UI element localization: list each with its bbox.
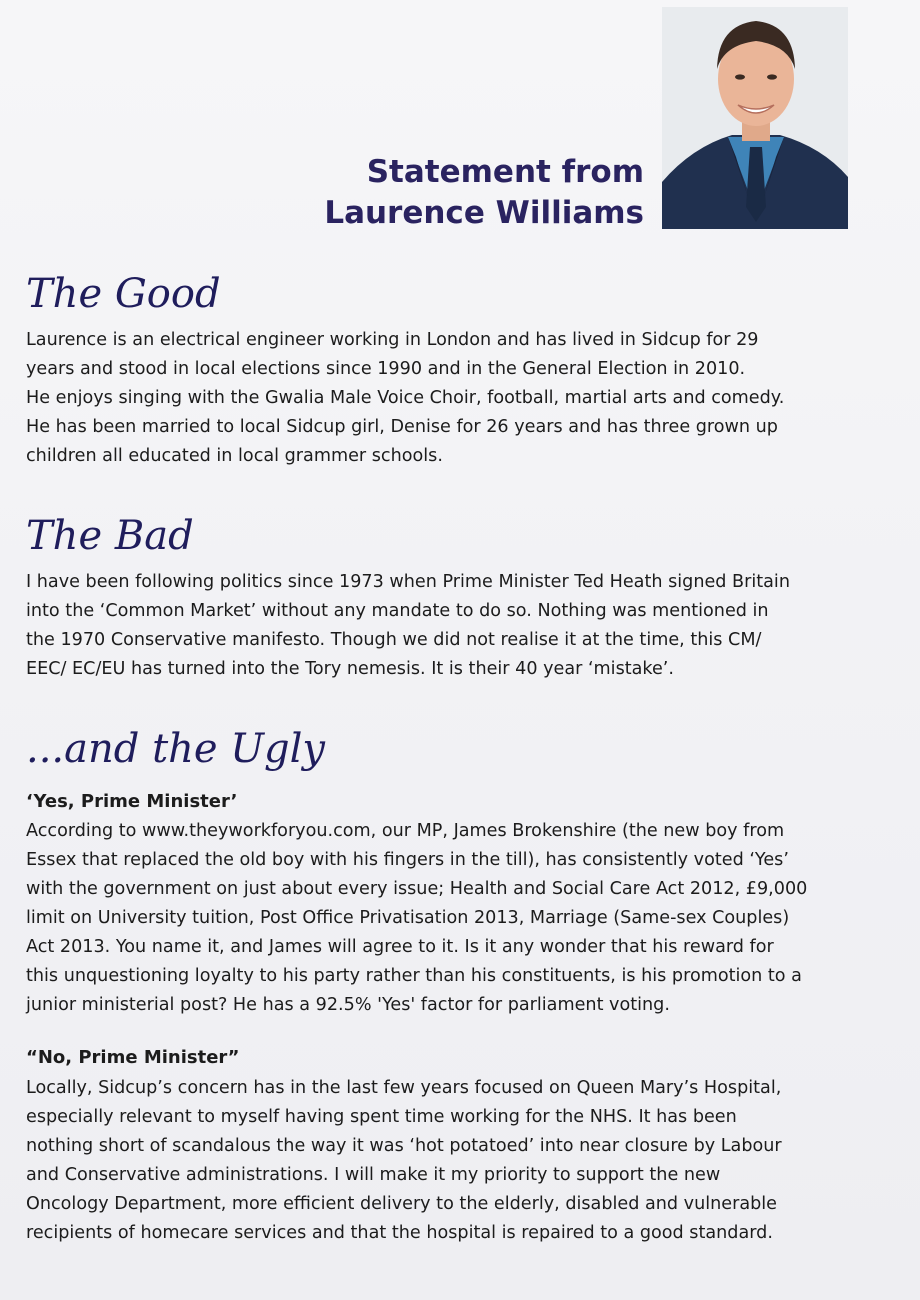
paragraph-line: nothing short of scandalous the way it was ‘hot potatoed’ into near closure by Labour [26, 1136, 782, 1156]
no-paragraph [26, 1074, 906, 1248]
candidate-photo [662, 7, 848, 229]
yes-subheading: ‘Yes, Prime Minister’ [26, 791, 238, 812]
title-line-2: Laurence Williams [324, 195, 644, 231]
paragraph-line: junior ministerial post? He has a 92.5% 'Yes' factor for parliament voting. [26, 995, 670, 1015]
paragraph-line: Locally, Sidcup’s concern has in the last few years focused on Queen Mary’s Hospital, [26, 1078, 782, 1098]
ugly-heading: ...and the Ugly [26, 726, 326, 772]
paragraph-line: EEC/ EC/EU has turned into the Tory nemesis. It is their 40 year ‘mistake’. [26, 659, 674, 679]
bad-paragraph [26, 568, 906, 684]
paragraph-line: According to www.theyworkforyou.com, our MP, James Brokenshire (the new boy from [26, 821, 785, 841]
title-line-1: Statement from [366, 154, 644, 190]
paragraph-line: Laurence is an electrical engineer working in London and has lived in Sidcup for 29 [26, 330, 759, 350]
portrait-icon [662, 7, 848, 229]
paragraph-line: especially relevant to myself having spent time working for the NHS. It has been [26, 1107, 737, 1127]
paragraph-line: children all educated in local grammer schools. [26, 446, 443, 466]
paragraph-line: Essex that replaced the old boy with his fingers in the till), has consistently voted ‘Yes’ [26, 850, 789, 870]
paragraph-line: into the ‘Common Market’ without any mandate to do so. Nothing was mentioned in [26, 601, 769, 621]
bad-heading: The Bad [26, 513, 194, 559]
good-paragraph [26, 326, 906, 471]
paragraph-line: He enjoys singing with the Gwalia Male Voice Choir, football, martial arts and comedy. [26, 388, 785, 408]
good-heading: The Good [26, 271, 221, 317]
yes-paragraph [26, 817, 906, 1020]
paragraph-line: with the government on just about every issue; Health and Social Care Act 2012, £9,000 [26, 879, 808, 899]
no-subheading: “No, Prime Minister” [26, 1047, 240, 1068]
paragraph-line: limit on University tuition, Post Office Privatisation 2013, Marriage (Same-sex Couples) [26, 908, 790, 928]
page-title [324, 152, 644, 234]
paragraph-line: this unquestioning loyalty to his party rather than his constituents, is his promotion to a [26, 966, 802, 986]
paragraph-line: He has been married to local Sidcup girl, Denise for 26 years and has three grown up [26, 417, 778, 437]
paragraph-line: the 1970 Conservative manifesto. Though we did not realise it at the time, this CM/ [26, 630, 762, 650]
paragraph-line: Act 2013. You name it, and James will agree to it. Is it any wonder that his reward for [26, 937, 774, 957]
paragraph-line: Oncology Department, more efficient delivery to the elderly, disabled and vulnerable [26, 1194, 777, 1214]
paragraph-line: recipients of homecare services and that the hospital is repaired to a good standard. [26, 1223, 773, 1243]
paragraph-line: and Conservative administrations. I will make it my priority to support the new [26, 1165, 721, 1185]
paragraph-line: years and stood in local elections since 1990 and in the General Election in 2010. [26, 359, 746, 379]
paragraph-line: I have been following politics since 1973 when Prime Minister Ted Heath signed Britain [26, 572, 790, 592]
